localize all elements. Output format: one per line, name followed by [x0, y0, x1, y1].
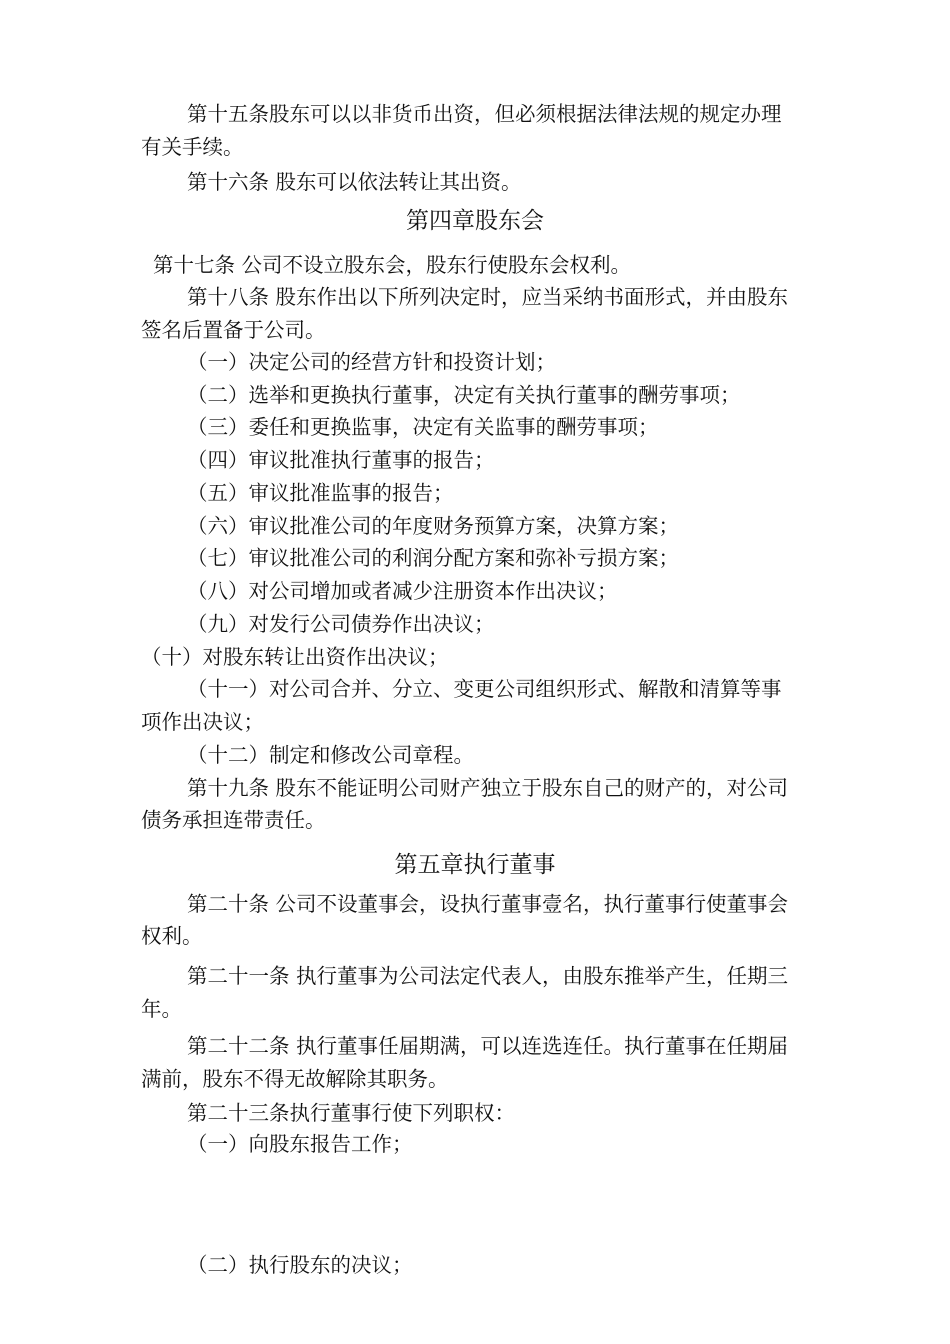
article-15-line-2: 有关手续。 [141, 135, 244, 159]
article-16: 第十六条 股东可以依法转让其出资。 [187, 170, 522, 194]
article-18-item-6: （六）审议批准公司的年度财务预算方案，决算方案； [187, 514, 679, 538]
article-22-line-1: 第二十二条 执行董事任届期满，可以连选连任。执行董事在任期届 [187, 1034, 789, 1058]
article-21-line-2: 年。 [141, 997, 182, 1021]
article-18-item-12: （十二）制定和修改公司章程。 [187, 743, 474, 767]
article-18-item-11-line-2: 项作出决议； [141, 710, 264, 734]
article-18-item-10: （十）对股东转让出资作出决议； [141, 645, 449, 669]
article-18-item-11-line-1: （十一）对公司合并、分立、变更公司组织形式、解散和清算等事 [187, 677, 782, 701]
article-19-line-1: 第十九条 股东不能证明公司财产独立于股东自己的财产的，对公司 [187, 776, 789, 800]
article-18-item-2: （二）选举和更换执行董事，决定有关执行董事的酬劳事项； [187, 383, 741, 407]
article-21-line-1: 第二十一条 执行董事为公司法定代表人，由股东推举产生，任期三 [187, 964, 789, 988]
article-18-line-2: 签名后置备于公司。 [141, 318, 326, 342]
article-18-item-9: （九）对发行公司债券作出决议； [187, 612, 495, 636]
article-18-item-3: （三）委任和更换监事，决定有关监事的酬劳事项； [187, 415, 659, 439]
article-23: 第二十三条执行董事行使下列职权： [187, 1101, 515, 1125]
article-15-line-1: 第十五条股东可以以非货币出资，但必须根据法律法规的规定办理 [187, 102, 782, 126]
article-18-item-7: （七）审议批准公司的利润分配方案和弥补亏损方案； [187, 546, 679, 570]
article-20-line-2: 权利。 [141, 924, 203, 948]
article-17: 第十七条 公司不设立股东会，股东行使股东会权利。 [153, 253, 632, 277]
article-23-item-2: （二）执行股东的决议； [187, 1253, 413, 1277]
chapter-4-heading: 第四章股东会 [406, 208, 544, 234]
chapter-5-heading: 第五章执行董事 [394, 852, 556, 878]
article-19-line-2: 债务承担连带责任。 [141, 808, 326, 832]
article-18-item-5: （五）审议批准监事的报告； [187, 481, 454, 505]
article-18-item-4: （四）审议批准执行董事的报告； [187, 448, 495, 472]
article-18-item-8: （八）对公司增加或者减少注册资本作出决议； [187, 579, 618, 603]
article-23-item-1: （一）向股东报告工作； [187, 1132, 413, 1156]
article-18-line-1: 第十八条 股东作出以下所列决定时，应当采纳书面形式，并由股东 [187, 285, 789, 309]
article-20-line-1: 第二十条 公司不设董事会，设执行董事壹名，执行董事行使董事会 [187, 892, 789, 916]
article-18-item-1: （一）决定公司的经营方针和投资计划； [187, 350, 556, 374]
article-22-line-2: 满前，股东不得无故解除其职务。 [141, 1067, 449, 1091]
